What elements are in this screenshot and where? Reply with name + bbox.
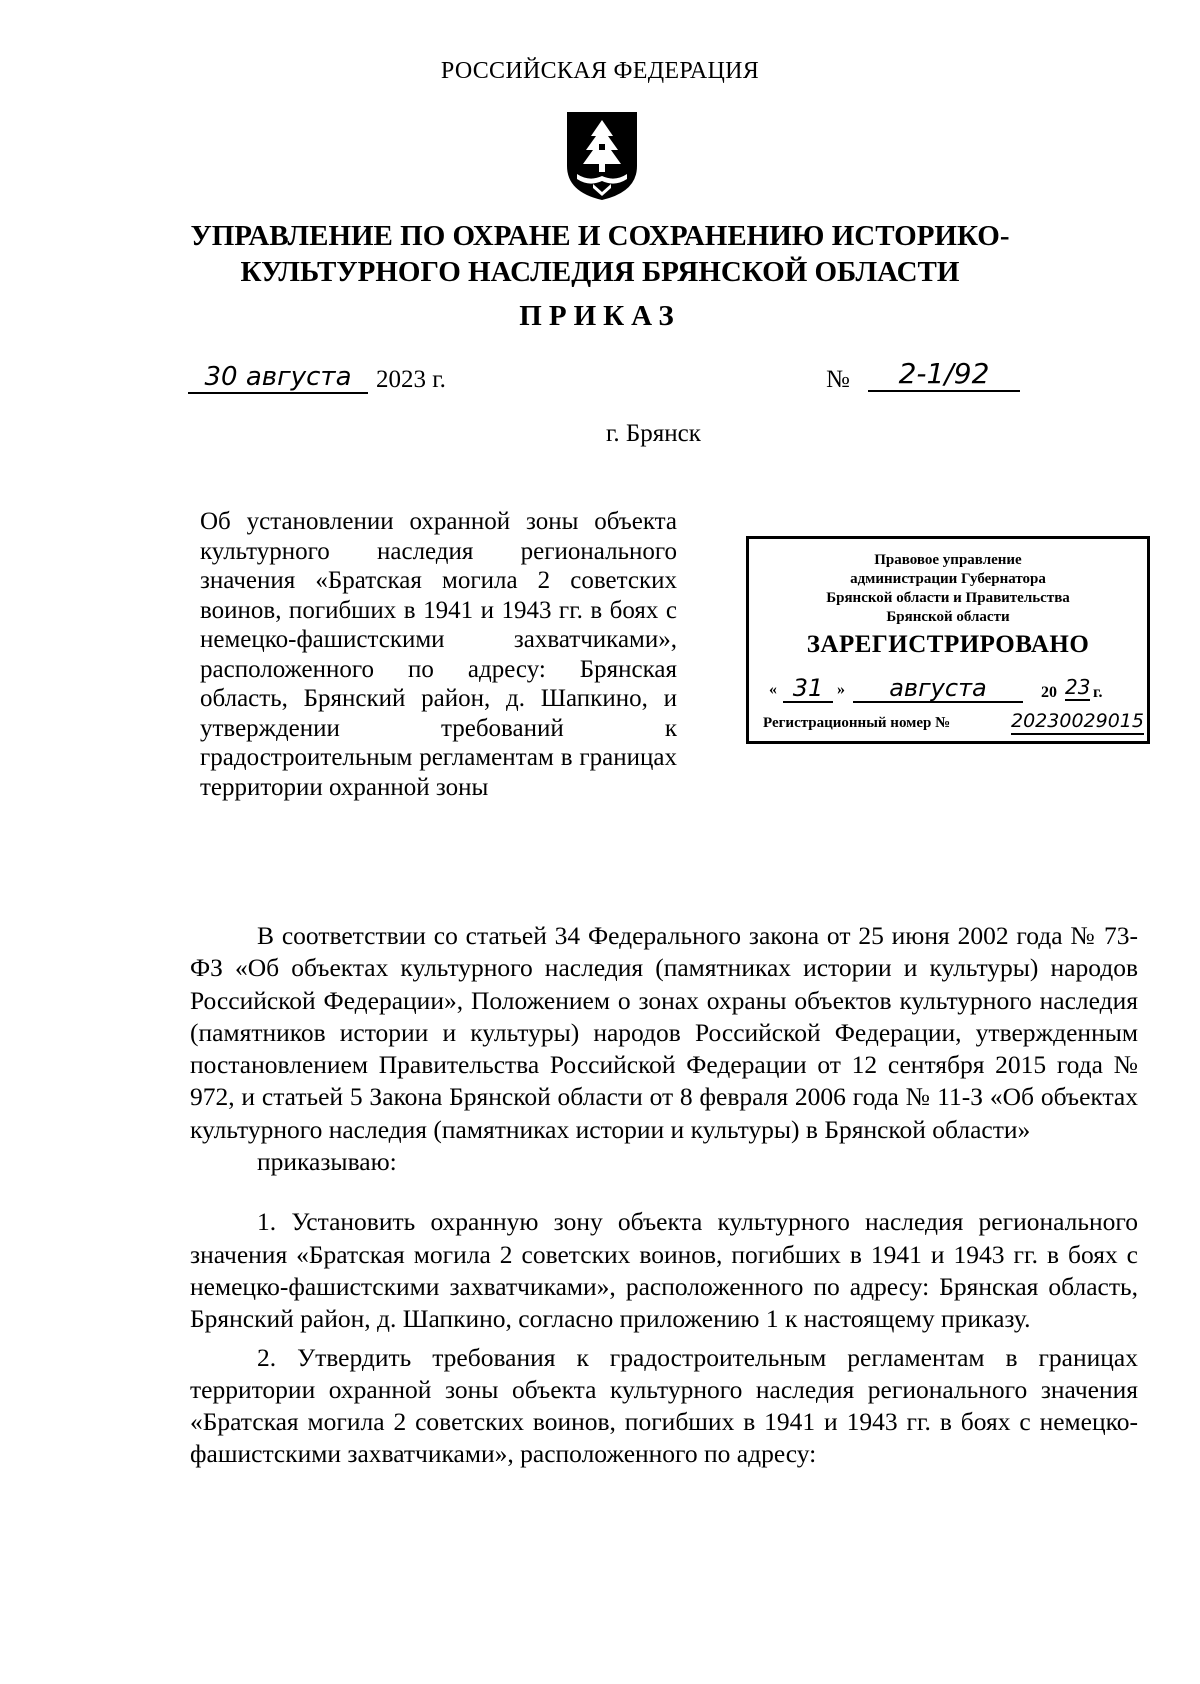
agency-title-line1: УПРАВЛЕНИЕ ПО ОХРАНЕ И СОХРАНЕНИЮ ИСТОРИКО- <box>190 220 1010 252</box>
stamp-line-1: Правовое управление <box>874 552 1022 568</box>
number-sign: № <box>826 366 850 393</box>
stamp-number-label: Регистрационный номер № <box>763 715 951 731</box>
stamp-quote-close: » <box>837 681 845 698</box>
stamp-date-row <box>763 675 1133 705</box>
stamp-line-4: Брянской области <box>886 609 1010 625</box>
stamp-line-3: Брянской области и Правительства <box>826 590 1070 606</box>
number-handwritten: 2-1/92 <box>868 356 1020 392</box>
agency-title-line2: КУЛЬТУРНОГО НАСЛЕДИЯ БРЯНСКОЙ ОБЛАСТИ <box>240 256 960 288</box>
registration-stamp <box>746 536 1150 744</box>
date-handwritten: 30 августа <box>188 362 368 394</box>
stamp-number-value: 20230029015 <box>1011 709 1144 735</box>
order-word: приказываю: <box>257 1147 397 1177</box>
stamp-year-end: г. <box>1093 684 1103 701</box>
date-year: 2023 г. <box>376 366 446 393</box>
stamp-month: августа <box>853 675 1023 703</box>
bryansk-coat-of-arms-icon <box>563 108 641 204</box>
preamble-paragraph: В соответствии со статьей 34 Федерального закона от 25 июня 2002 года № 73-ФЗ «Об объектах культурного наследия (памятниках истории и культуры) народов Российской Федерации», Положением о зонах охраны объектов культурного наследия (памятников истории и культуры) народов Российской Федерации, утвержденным постановлением Правительства Российской Федерации от 12 сентября 2015 года № 972, и статьей 5 Закона Брянской области от 8 февраля 2006 года № 11-З «Об объектах культурного наследия (памятниках истории и культуры) в Брянской области» <box>190 921 1138 1144</box>
city: г. Брянск <box>606 420 701 447</box>
order-subject: Об установлении охранной зоны объекта культурного наследия регионального значения «Братская могила 2 советских воинов, погибших в 1941 и 1943 гг. в боях с немецко-фашистскими захватчиками», расположенного по адресу: Брянская область, Брянский район, д. Шапкино, и утверждении требований к градостроительным регламентам в границах территории охранной зоны <box>200 508 677 801</box>
stamp-registered: ЗАРЕГИСТРИРОВАНО <box>806 631 1090 658</box>
order-item-1: 1. Установить охранную зону объекта культурного наследия регионального значения «Братская могила 2 советских воинов, погибших в 1941 и 1943 гг. в боях с немецко-фашистскими захватчиками», расположенного по адресу: Брянская область, Брянский район, д. Шапкино, согласно приложению 1 к настоящему приказу. <box>190 1207 1138 1334</box>
stamp-quote-open: « <box>769 681 777 698</box>
order-item-2: 2. Утвердить требования к градостроительным регламентам в границах территории охранной зоны объекта культурного наследия регионального значения «Братская могила 2 советских воинов, погибших в 1941 и 1943 гг. в боях с немецко-фашистскими захватчиками», расположенного по адресу: <box>190 1342 1138 1469</box>
document-type: ПРИКАЗ <box>519 300 681 332</box>
stamp-day: 31 <box>783 675 833 703</box>
document-body <box>190 920 1138 1471</box>
stamp-year-prefix: 20 <box>1041 684 1057 701</box>
agency-title <box>0 218 1200 290</box>
stamp-line-2: администрации Губернатора <box>850 571 1046 587</box>
stamp-year-suffix: 23 <box>1065 675 1091 699</box>
country-name: РОССИЙСКАЯ ФЕДЕРАЦИЯ <box>440 58 760 84</box>
